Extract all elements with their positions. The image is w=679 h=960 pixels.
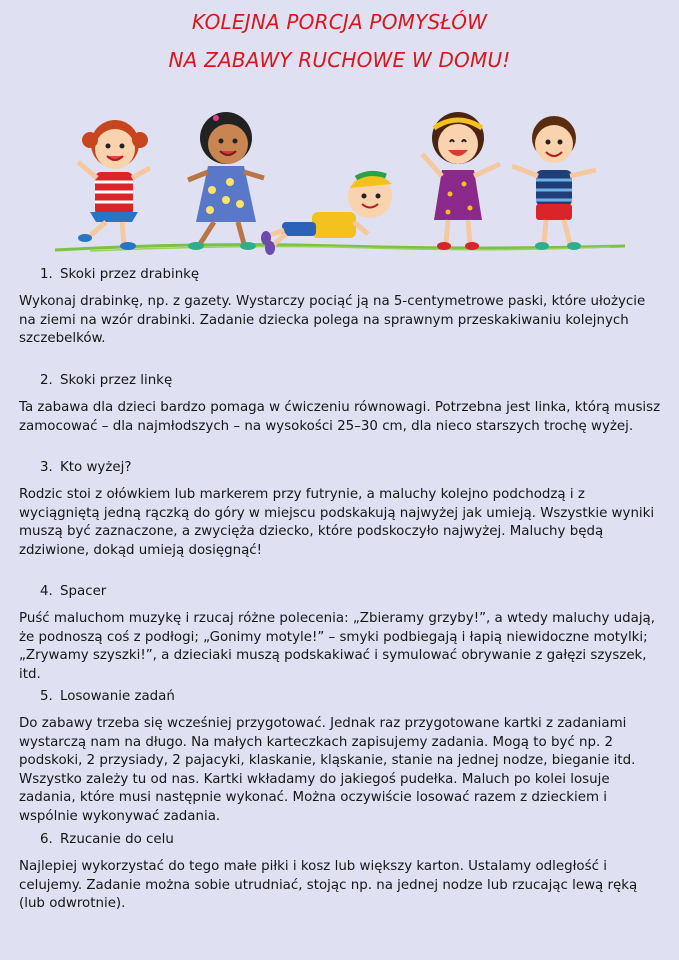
section-heading: 4. Spacer [40,584,107,599]
section-heading: 5. Losowanie zadań [40,689,175,704]
girl-red-hair-figure [78,120,150,250]
section-text: Do zabawy trzeba się wcześniej przygotować. Jednak raz przygotowane kartki z zadaniami wystarczą nam na długo. Na małych karteczkach zapisujemy zadania. Mogą to być np. 2 podskoki, 2 przysiady, 2 pajacyki, klaskanie, kląskanie, stanie na jednej nodze, bieganie itd. Wszystko zależy tu od nas. Kartki wkładamy do jakiegoś pudełka. Maluch po kolei losuje zadania, które musi następnie wykonać. Można oczywiście losować razem z dzieckiem i wspólnie wykonywać zadania. [19,716,636,824]
section-heading: 3. Kto wyżej? [40,460,132,475]
section-text: Ta zabawa dla dzieci bardzo pomaga w ćwiczeniu równowagi. Potrzebna jest linka, którą musisz zamocować – dla najmłodszych – na wysokości 25–30 cm, dla nieco starszych trochę wyżej. [19,400,661,434]
section-heading: 1. Skoki przez drabinkę [40,267,200,282]
girl-blue-dress-figure [188,112,264,250]
boy-lying-with-cap-figure [261,173,392,255]
section-heading: 6. Rzucanie do celu [40,832,174,847]
children-playing-illustration [50,104,630,264]
section-text: Najlepiej wykorzystać do tego małe piłki i kosz lub większy karton. Ustalamy odległość i celujemy. Zadanie można sobie utrudniać, stojąc np. na jednej nodze lub rzucając lewą ręką (lub odwrotnie). [19,859,638,911]
boy-striped-shirt-figure [512,116,596,250]
section-text: Puść maluchom muzykę i rzucaj różne polecenia: „Zbieramy grzyby!”, a wtedy maluchy udają, że podnoszą coś z podłogi; „Gonimy motyle!” – smyki podbiegają i łapią niewidoczne motylki; „Zrywamy szyszki!”, a dzieciaki muszą podskakiwać i symulować obrywanie z gałęzi szyszek, itd. [19,611,655,682]
section-heading: 2. Skoki przez linkę [40,373,173,388]
girl-headband-figure [422,112,500,250]
section-text: Wykonaj drabinkę, np. z gazety. Wystarczy pociąć ją na 5-centymetrowe paski, które ułożycie na ziemi na wzór drabinki. Zadanie dziecka polega na sprawnym przeskakiwaniu kolejnych szczebelków. [19,294,646,346]
section-text: Rodzic stoi z ołówkiem lub markerem przy futrynie, a maluchy kolejno podchodzą i z wyciągniętą jedną rączką do góry w miejscu podskakują najwyżej jak umieją. Wszystkie wyniki muszą być zaznaczone, a zwycięża dziecko, które podskoczyło najwyżej. Maluchy będą zdziwione, dokąd umieją dosięgnąć! [19,487,655,558]
page-title-line-1: KOLEJNA PORCJA POMYSŁÓW [191,10,488,34]
page-title-line-2: NA ZABAWY RUCHOWE W DOMU! [168,48,511,72]
